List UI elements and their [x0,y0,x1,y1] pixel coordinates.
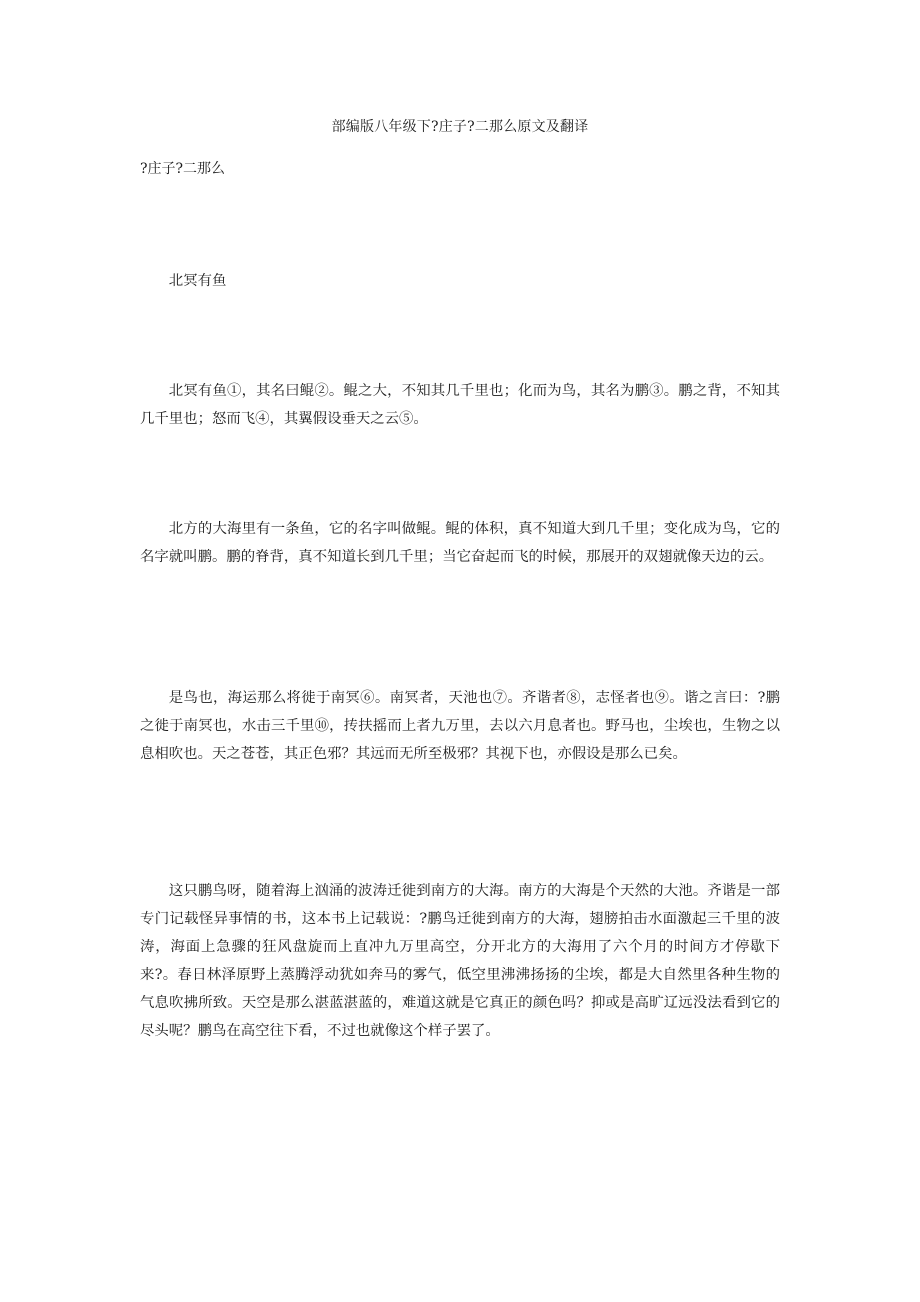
translation-paragraph-2: 这只鹏鸟呀，随着海上汹涌的波涛迁徙到南方的大海。南方的大海是个天然的大池。齐谐是一部专门记载怪异事情的书，这本书上记载说：?鹏鸟迁徙到南方的大海，翅膀拍击水面激起三千里的波涛，海面上急骤的狂风盘旋而上直冲九万里高空，分开北方的大海用了六个月的时间方才停歇下来?。春日林泽原野上蒸腾浮动犹如奔马的雾气，低空里沸沸扬扬的尘埃，都是大自然里各种生物的气息吹拂所致。天空是那么湛蓝湛蓝的，难道这就是它真正的颜色吗？抑或是高旷辽远没法看到它的尽头呢？鹏鸟在高空往下看，不过也就像这个样子罢了。 [140,883,780,1039]
passage-heading: 北冥有鱼 [168,273,227,289]
original-text-paragraph-1: 北冥有鱼①，其名曰鲲②。鲲之大，不知其几千里也；化而为鸟，其名为鹏③。鹏之背，不知其几千里也；怒而飞④，其翼假设垂天之云⑤。 [140,383,780,427]
document-title: 部编版八年级下?庄子?二那么原文及翻译 [331,119,589,135]
translation-paragraph-1: 北方的大海里有一条鱼，它的名字叫做鲲。鲲的体积，真不知道大到几千里；变化成为鸟，它的名字就叫鹏。鹏的脊背，真不知道长到几千里；当它奋起而飞的时候，那展开的双翅就像天边的云。 [140,521,780,565]
section-subtitle: ?庄子?二那么 [140,161,226,177]
original-text-paragraph-2: 是鸟也，海运那么将徙于南冥⑥。南冥者，天池也⑦。齐谐者⑧，志怪者也⑨。谐之言曰：?鹏之徙于南冥也，水击三千里⑩，抟扶摇而上者九万里，去以六月息者也。野马也，尘埃也，生物之以息相吹也。天之苍苍，其正色邪？其远而无所至极邪？其视下也，亦假设是那么已矣。 [140,690,780,762]
